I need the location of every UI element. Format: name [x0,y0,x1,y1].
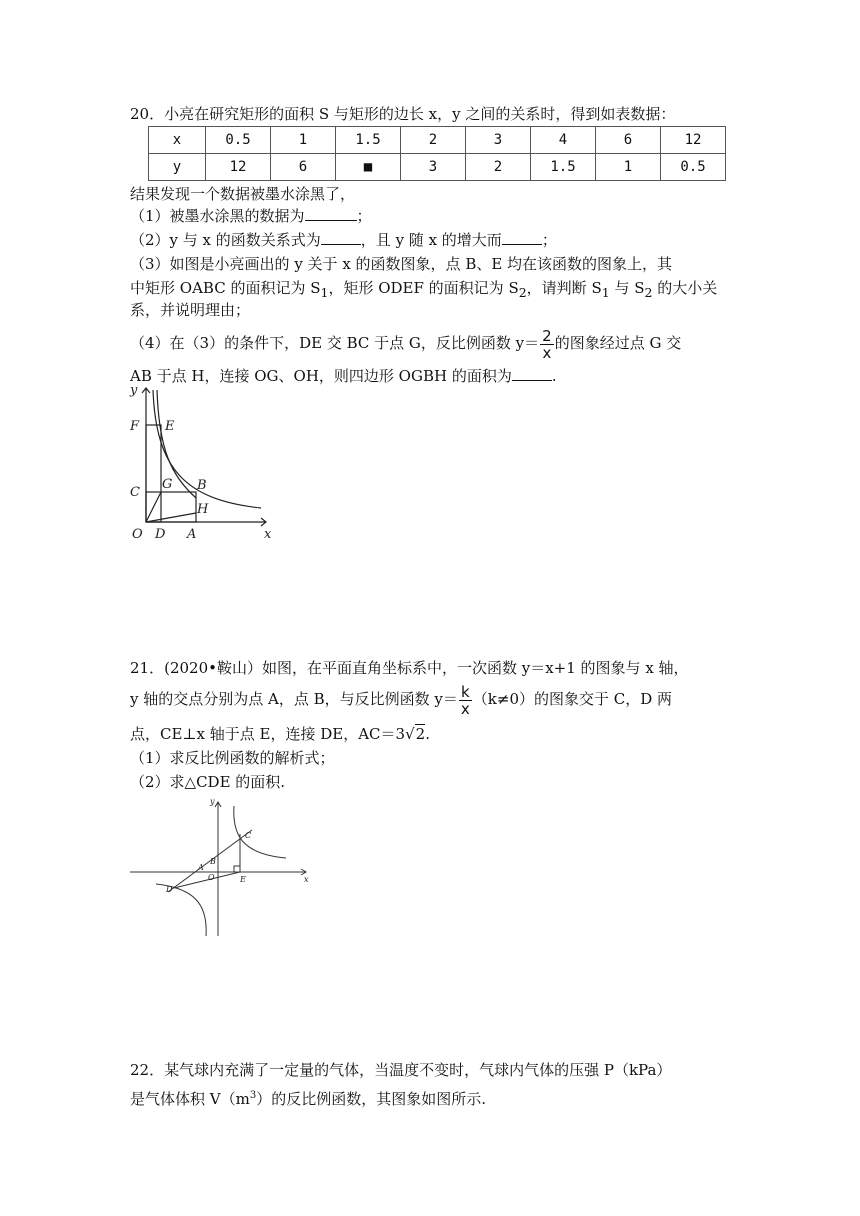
segment-oh [146,513,196,522]
right-angle-mark [234,866,240,872]
label-y: y [210,797,215,806]
table-cell: 2 [401,127,466,154]
table-row-header: x [149,127,206,154]
q21-line2 [130,682,672,717]
table-row [149,127,726,154]
answer-blank[interactable] [502,230,542,245]
hyperbola-branch-2 [156,884,206,936]
label-b: B [210,857,216,866]
q20-part3-line1: （3）如图是小亮画出的 y 关于 x 的函数图象，点 B、E 均在该函数的图象上，其 [130,255,673,273]
q20-part3-text-a: 中矩形 OABC 的面积记为 S [130,279,321,297]
table-cell: 3 [466,127,531,154]
q21-part1: （1）求反比例函数的解析式； [130,749,335,767]
answer-blank[interactable] [305,206,357,221]
q20-intro: 20．小亮在研究矩形的面积 S 与矩形的边长 x，y 之间的关系时，得到如表数据： [130,105,676,123]
q21-text-end: . [425,725,430,743]
subscript-1: 1 [601,285,610,300]
label-d: D [166,885,173,894]
table-cell: 0.5 [661,154,726,181]
q20-part3-line3: 系，并说明理由； [130,301,251,319]
table-cell: 12 [661,127,726,154]
q20-part4-end: . [551,367,557,385]
table-cell: 6 [271,154,336,181]
q22-text-b: ）的反比例函数，其图象如图所示. [256,1090,486,1108]
q20-part3-text-b: ，矩形 ODEF 的面积记为 S [328,279,519,297]
q20-part4-text-a: （4）在（3）的条件下，DE 交 BC 于点 G，反比例函数 y＝ [130,334,540,352]
q20-part2-end: ； [541,231,557,249]
label-e: E [240,875,246,884]
label-g: G [162,477,173,492]
q20-data-table [148,126,726,181]
label-x: x [264,527,272,540]
table-cell: 1.5 [336,127,401,154]
table-cell: 12 [206,154,271,181]
fraction-denominator: x [542,343,552,362]
label-c: C [130,485,140,500]
q21-text-a: y 轴的交点分别为点 A，点 B，与反比例函数 y＝ [130,690,458,708]
table-cell: 1 [271,127,336,154]
label-x: x [304,875,309,884]
table-row-header: y [149,154,206,181]
q20-part2 [130,230,557,250]
q22-line1: 22．某气球内充满了一定量的气体，当温度不变时，气球内气体的压强 P（kPa） [130,1061,672,1079]
q20-part1 [130,206,372,226]
answer-blank[interactable] [512,366,552,381]
subscript-2: 2 [644,285,653,300]
label-h: H [197,502,209,517]
q21-text-c: 点，CE⊥x 轴于点 E，连接 DE，AC＝3 [130,725,406,743]
sqrt-value: 2 [415,725,426,743]
fraction-numerator: k [459,684,472,701]
q20-figure [126,380,276,540]
table-cell: 0.5 [206,127,271,154]
label-c: C [245,831,252,840]
label-y: y [130,383,138,398]
fraction-2-over-x [540,328,554,361]
q22-line2 [130,1086,486,1109]
q21-line3 [130,724,430,744]
q20-part4-text-c: AB 于点 H，连接 OG、OH，则四边形 OGBH 的面积为 [130,367,512,385]
q20-part2-mid: ，且 y 随 x 的增大而 [360,231,502,249]
segment-og [146,492,161,522]
table-row [149,154,726,181]
label-e: E [165,419,175,434]
fraction-denominator: x [460,699,470,718]
table-cell: 2 [466,154,531,181]
table-cell: 6 [596,127,661,154]
q22-text-a: 是气体体积 V（m [130,1090,250,1108]
subscript-1: 1 [320,285,329,300]
fraction-numerator: 2 [542,326,552,345]
q21-figure [128,796,318,940]
label-o: O [208,873,215,882]
table-cell: 3 [401,154,466,181]
table-cell: ■ [336,154,401,181]
table-cell: 4 [531,127,596,154]
q20-part3-text-e: 的大小关 [652,279,718,297]
label-a: A [198,863,204,872]
q21-line1: 21．(2020•鞍山）如图，在平面直角坐标系中，一次函数 y＝x+1 的图象与 x 轴， [130,659,689,677]
q20-part3-text-c: ，请判断 S [526,279,602,297]
sqrt-symbol: √ [405,725,415,743]
subscript-2: 2 [518,285,527,300]
table-cell: 1 [596,154,661,181]
q20-part4-text-b: 的图象经过点 G 交 [554,334,682,352]
label-o: O [132,527,143,540]
label-b: B [197,478,207,493]
label-f: F [130,419,140,434]
table-cell: 1.5 [531,154,596,181]
superscript-3: 3 [249,1090,257,1101]
label-d: D [155,527,166,540]
q20-part2-text: （2）y 与 x 的函数关系式为 [130,231,321,249]
q20-found-line: 结果发现一个数据被墨水涂黑了， [130,185,356,203]
hyperbola-branch-1 [234,806,286,858]
q21-part2: （2）求△CDE 的面积. [130,773,286,791]
q20-part1-text: （1）被墨水涂黑的数据为 [130,207,305,225]
q20-part1-end: ； [356,207,372,225]
q20-part4-line1 [130,326,681,361]
answer-blank[interactable] [321,230,361,245]
label-a: A [187,527,197,540]
fraction-k-over-x [459,684,472,717]
q21-text-b: （k≠0）的图象交于 C，D 两 [472,690,673,708]
q20-part3-text-d: 与 S [609,279,645,297]
